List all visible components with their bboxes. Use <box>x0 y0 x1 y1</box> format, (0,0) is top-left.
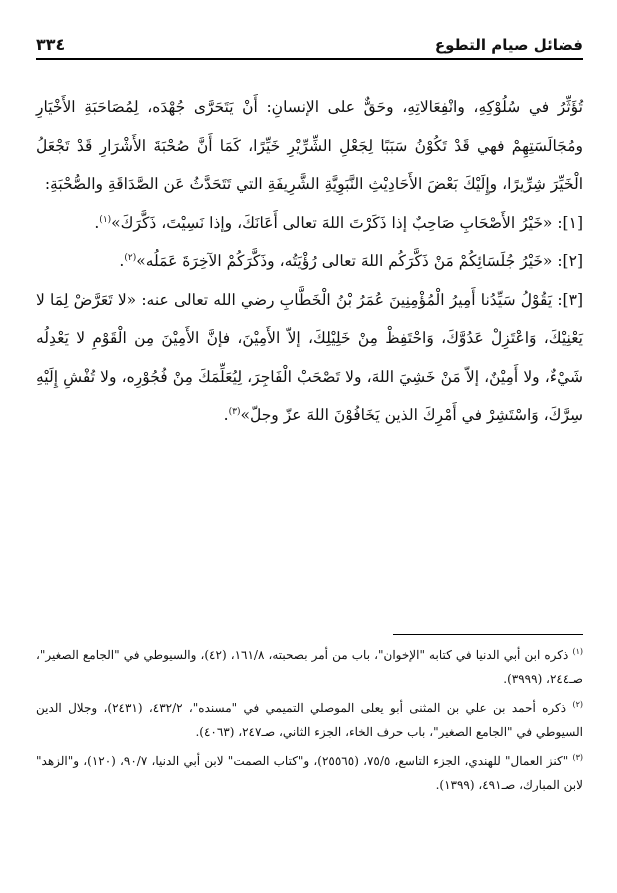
page-header <box>36 30 583 60</box>
main-text <box>36 88 583 435</box>
footnote-divider <box>393 634 583 635</box>
hadith-text: [١]: «خَيْرُ الأَصْحَابِ صَاحِبٌ إذا ذَكَرْتَ اللهَ تعالى أَعَانَكَ، وإذا نَسِيْتَ، ذَكَّرَكَ» <box>111 213 583 232</box>
hadith-item-3 <box>36 281 583 435</box>
footnote-2 <box>36 697 583 744</box>
footnote-text: ذكره ابن أبي الدنيا في كتابه "الإخوان"، باب من أمر بصحبته، ١٦١/٨، (٤٢)، والسيوطي في "الجامع الصغير"، صـ٢٤٤، (٣٩٩٩). <box>36 648 583 686</box>
running-title: فضائل صيام التطوع <box>434 36 583 54</box>
hadith-text: [٣]: يَقُوْلُ سَيِّدُنا أَمِيرُ الْمُؤْمِنِينَ عُمَرُ بْنُ الْخَطَّابِ رضي الله تعالى عنه: «لا تَعَرَّضْ لِمَا لا يَعْنِيْكَ، وَاعْتَزِلْ عَدُوَّكَ، وَاحْتَفِظْ مِنْ خَلِيْلِكَ، إلاّ الأَمِيْنَ، فإنَّ الأَمِيْنَ مِن الْقَوْمِ لا يَعْدِلُه شَيْءٌ، ولا أَمِيْنٌ، إلاّ مَنْ خَشِيَ اللهَ، ولا تَصْحَبْ الْفَاجِرَ، لِيُعَلِّمَكَ مِنْ فُجُوْرِه، ولا تُفْشِ إِلَيْهِ سِرَّكَ، وَاسْتَشِرْ في أَمْرِكَ الذين يَخَافُوْنَ اللهَ عزّ وجلّ» <box>36 290 583 424</box>
footnote-marker: (٣) <box>572 753 584 762</box>
footnote-marker: (١) <box>572 647 583 656</box>
hadith-item-1 <box>36 204 583 243</box>
footnote-text: ذكره أحمد بن علي بن المثنى أبو يعلى الموصلي التميمي في "مسنده"، ٤٣٢/٢، (٢٤٣١)، وجلال الدين السيوطي في "الجامع الصغير"، باب حرف الخاء، الجزء الثاني، صـ٢٤٧، (٤٠٦٣). <box>36 701 583 739</box>
page-number: ٣٣٤ <box>36 35 66 54</box>
intro-paragraph: تُؤَثِّرُ في سُلُوْكِهِ، وانْفِعَالاتِهِ، وحَقٌّ على الإنسانِ: أَنْ يَتَحَرَّى جُهْدَه، لِمُصَاحَبَةِ الأَخْيَارِ ومُجَالَسَتِهِمْ فهي قَدْ تَكُوْنُ سَبَبًا لِجَعْلِ الشِّرِّيْرِ خَيِّرًا، كَمَا أَنَّ صُحْبَةَ الأَشْرَارِ قَدْ تَجْعَلُ الْخَيِّرَ شِرِّيرًا، وإِلَيْكَ بَعْضَ الأَحَادِيْثِ النَّبَوِيَّةِ الشَّرِيفَةِ التي تَتَحَدَّثُ عَن الصَّدَاقَةِ والصُّحْبَةِ: <box>36 98 583 193</box>
footnote-1 <box>36 644 583 691</box>
footnotes <box>36 644 583 803</box>
footnote-ref[interactable]: (٢) <box>124 252 137 263</box>
hadith-item-2 <box>36 242 583 281</box>
footnote-marker: (٢) <box>572 700 583 709</box>
sentence-end: . <box>223 406 229 424</box>
hadith-text: [٢]: «خَيْرُ جُلَسَائِكُمْ مَنْ ذَكَّرَكُم اللهَ تعالى رُؤْيَتُه، وذَكَّرَكُمْ الآخِرَةَ عَمَلُه» <box>136 252 583 270</box>
footnote-3 <box>36 750 583 797</box>
footnote-ref[interactable]: (٣) <box>228 406 241 417</box>
sentence-end: . <box>119 252 125 270</box>
footnote-text: "كنز العمال" للهندي، الجزء التاسع، ٧٥/٥، (٢٥٥٦٥)، و"كتاب الصمت" لابن أبي الدنيا، ٩٠/٧، (١٢٠)، و"الزهد" لابن المبارك، صـ٤٩١، (١٣٩٩). <box>36 754 583 792</box>
footnote-ref[interactable]: (١) <box>99 214 112 225</box>
sentence-end: . <box>94 213 100 232</box>
